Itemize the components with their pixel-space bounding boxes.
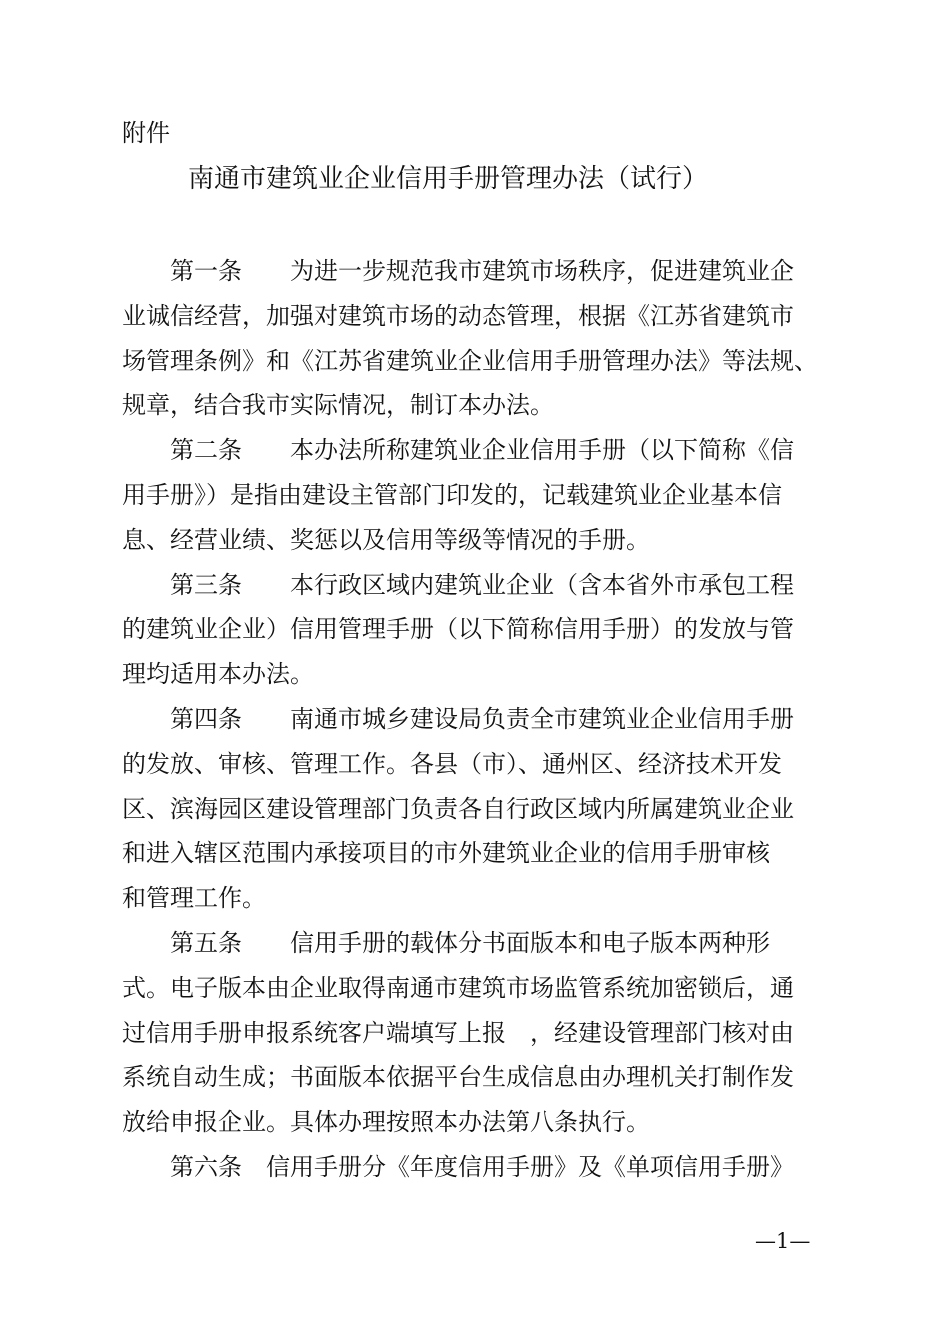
text-line: 场管理条例》和《江苏省建筑业企业信用手册管理办法》等法规、 [122, 346, 818, 375]
text-line: 第四条 南通市城乡建设局负责全市建筑业企业信用手册 [122, 704, 794, 733]
text-line: 和管理工作。 [122, 884, 266, 913]
text-line: 第五条 信用手册的载体分书面版本和电子版本两种形 [122, 928, 770, 957]
attachment-label: 附件 [122, 119, 170, 147]
text-line: 系统自动生成；书面版本依据平台生成信息由办理机关打制作发 [122, 1063, 794, 1092]
text-line: 区、滨海园区建设管理部门负责各自行政区域内所属建筑业企业 [122, 794, 794, 823]
page-number: —1— [755, 1229, 811, 1253]
text-line: 和进入辖区范围内承接项目的市外建筑业企业的信用手册审核 [122, 839, 770, 868]
text-line: 过信用手册申报系统客户端填写上报 ，经建设管理部门核对由 [122, 1018, 794, 1047]
text-line: 式。电子版本由企业取得南通市建筑市场监管系统加密锁后，通 [122, 973, 794, 1002]
text-line: 的建筑业企业）信用管理手册（以下简称信用手册）的发放与管 [122, 615, 794, 644]
text-line: 息、经营业绩、奖惩以及信用等级等情况的手册。 [122, 525, 650, 554]
document-body [122, 249, 834, 1190]
text-line: 理均适用本办法。 [122, 660, 314, 689]
text-line: 规章，结合我市实际情况，制订本办法。 [122, 391, 554, 420]
text-line: 第三条 本行政区域内建筑业企业（含本省外市承包工程 [122, 570, 794, 599]
text-line: 的发放、审核、管理工作。各县（市）、通州区、经济技术开发 [122, 749, 782, 778]
document-title: 南通市建筑业企业信用手册管理办法（试行） [188, 164, 709, 194]
text-line: 第一条 为进一步规范我市建筑市场秩序，促进建筑业企 [122, 257, 794, 285]
text-line: 放给申报企业。具体办理按照本办法第八条执行。 [122, 1108, 650, 1137]
text-line: 第六条 信用手册分《年度信用手册》及《单项信用手册》 [122, 1152, 794, 1181]
text-line: 业诚信经营，加强对建筑市场的动态管理，根据《江苏省建筑市 [122, 301, 794, 330]
text-line: 用手册》）是指由建设主管部门印发的，记载建筑业企业基本信 [122, 480, 782, 509]
text-line: 第二条 本办法所称建筑业企业信用手册（以下简称《信 [122, 436, 794, 465]
